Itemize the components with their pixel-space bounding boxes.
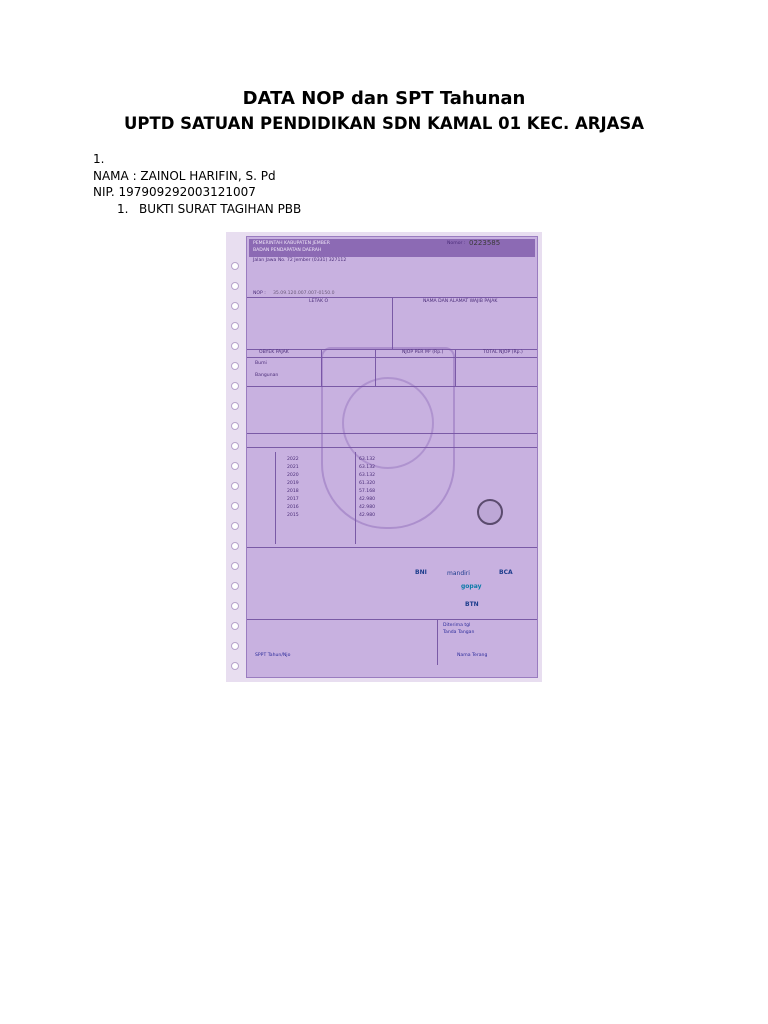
agency-line2: BADAN PENDAPATAN DAERAH [253, 248, 322, 253]
bank-logo-gopay: gopay [461, 583, 482, 590]
bank-logo-bca: BCA [499, 569, 513, 576]
nama-terang-label: Nama Terang [457, 653, 488, 658]
sppt-amount: 63.132 [359, 473, 376, 478]
diterima-tgl-label: Diterima tgl [443, 623, 471, 628]
sppt-tahun-label: SPPT Tahun/Njo [255, 653, 291, 658]
total-njop-label: TOTAL NJOP (Rp.) [483, 350, 523, 355]
tax-bill-form [246, 236, 538, 678]
binder-holes [229, 232, 239, 682]
nama-line: NAMA : ZAINOL HARIFIN, S. Pd [93, 169, 276, 183]
bank-logo-mandiri: mandiri [447, 570, 470, 577]
item-number: 1. [93, 152, 105, 166]
sppt-amount: 63.132 [359, 457, 376, 462]
sppt-year: 2021 [287, 465, 299, 470]
sppt-amount: 42.980 [359, 505, 376, 510]
sppt-year: 2015 [287, 513, 299, 518]
sppt-year: 2020 [287, 473, 299, 478]
agency-line1: PEMERINTAH KABUPATEN JEMBER [253, 241, 330, 246]
sppt-amount: 42.980 [359, 497, 376, 502]
nop-label: NOP : [253, 291, 266, 296]
document-title: DATA NOP dan SPT Tahunan [242, 88, 526, 109]
sppt-amount: 61.320 [359, 481, 376, 486]
sppt-year: 2016 [287, 505, 299, 510]
bangunan-label: Bangunan [255, 373, 279, 378]
sppt-amount: 57.168 [359, 489, 376, 494]
njop-label: NJOP PER M² (Rp.) [402, 350, 444, 355]
sppt-amount: 63.132 [359, 465, 376, 470]
sppt-year: 2022 [287, 457, 299, 462]
letak-op-label: LETAK O [309, 299, 329, 304]
wajib-pajak-label: NAMA DAN ALAMAT WAJIB PAJAK [423, 299, 498, 304]
sppt-year: 2018 [287, 489, 299, 494]
nop-value: 35.09.120.007.007-0150.0 [273, 291, 335, 296]
objek-pajak-label: OBYEK PAJAK [259, 350, 289, 355]
sppt-year: 2019 [287, 481, 299, 486]
bank-logo-btn: BTN [465, 601, 479, 608]
document-subtitle: UPTD SATUAN PENDIDIKAN SDN KAMAL 01 KEC. ARJASA [123, 114, 645, 133]
nomor-value: 0223585 [469, 239, 501, 247]
sppt-year: 2017 [287, 497, 299, 502]
tanda-tangan-label: Tanda Tangan [443, 630, 475, 635]
official-stamp [477, 499, 503, 525]
nomor-label: Nomor : [447, 241, 466, 246]
agency-address: Jalan Jawa No. 72 Jember (0331) 327112 [253, 258, 347, 263]
list-marker: 1. [117, 202, 129, 216]
bumi-label: Bumi [255, 361, 267, 366]
list-item-text: BUKTI SURAT TAGIHAN PBB [139, 202, 302, 216]
nip-line: NIP. 197909292003121007 [93, 185, 256, 199]
bank-logo-bni: BNI [415, 569, 427, 576]
scanned-tax-bill-image [226, 232, 542, 682]
sppt-amount: 42.980 [359, 513, 376, 518]
